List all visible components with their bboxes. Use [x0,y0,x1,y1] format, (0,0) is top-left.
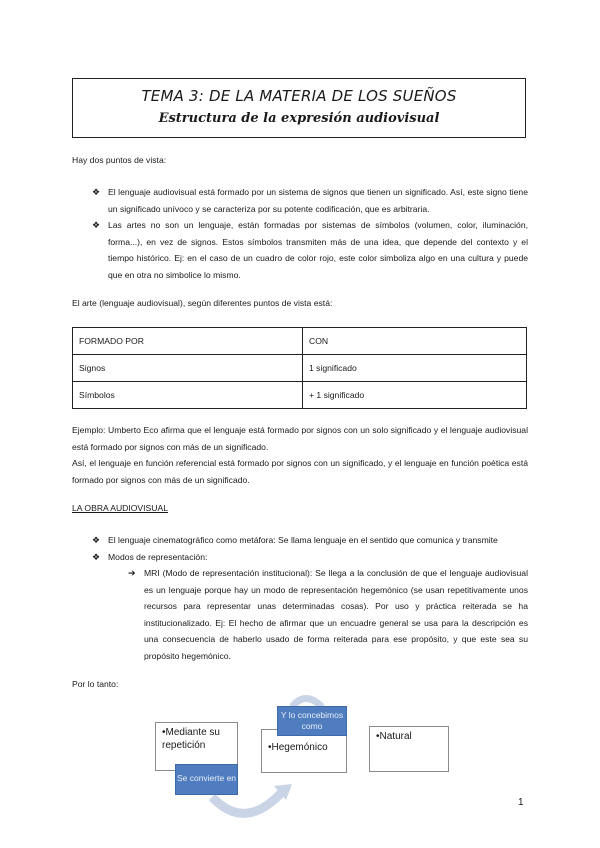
section-heading: LA OBRA AUDIOVISUAL [72,503,169,513]
example-paragraph: Ejemplo: Umberto Eco afirma que el lenguaje está formado por signos con un solo significado y el lenguaje audiovisual está formado por signos con más de un significado. [72,425,528,452]
page-subtitle: Estructura de la expresión audiovisual [158,111,440,126]
list-item: ➔ MRI (Modo de representación institucional): Se llega a la conclusión de que el lenguaje audiovisual es un lenguaje porque hay un modo de representación hegemónico (se usan repetitivamente unos recursos para representar unas determinadas cosas). Por uso y práctica reiterada se ha institucionalizado. Ej: El hecho de afirmar que un encuadre general se usa para la descripción es una consecuencia de haberlo usado de forma reiterada para ese propósito, y que este sea su propósito hegemónico. [128,565,528,664]
cycle-arrow-lower [212,792,282,813]
diagram-node-repetition: •Mediante su repetición [155,722,238,771]
conclusion-paragraph: Así, el lenguaje en función referencial está formado por signos con un significado, y el lenguaje en función poética está formado por signos con más de un significado. [72,458,528,485]
diagram-label-conceive: Y lo concebimos como [277,706,347,736]
diamond-bullet-icon: ❖ [92,220,101,230]
arrow-bullet-icon: ➔ [128,568,136,578]
diamond-bullet-icon: ❖ [92,187,101,197]
list-item: ❖ El lenguaje audiovisual está formado por un sistema de signos que tienen un significado. Así, este signo tiene un significado unívoco y se caracteriza por su potente codificación, que es arbitraria. [92,184,528,217]
list-item: ❖ Las artes no son un lenguaje, están formadas por sistemas de símbolos (volumen, color, iluminación, forma...), en vez de signos. Estos símbolos transmiten más de una idea, que depende del contexto y el tiempo histórico. Ej: en el caso de un cuadro de color rojo, este color simboliza algo en una cultura y puede que en otra no simbolice lo mismo. [92,217,528,283]
list-item: ❖ Modos de representación: [92,549,528,566]
page-title: TEMA 3: DE LA MATERIA DE LOS SUEÑOS [141,87,457,105]
table-header-cell: FORMADO POR [73,328,303,355]
page-number: 1 [518,797,524,808]
list-item: ❖ El lenguaje cinematográfico como metáfora: Se llama lenguaje en el sentido que comunica y transmite [92,532,528,549]
table-header-cell: CON [303,328,527,355]
table-cell: + 1 significado [303,382,527,409]
table-cell: Símbolos [73,382,303,409]
table-cell: Signos [73,355,303,382]
table-cell: 1 significado [303,355,527,382]
diagram-label-becomes: Se convierte en [175,764,238,795]
diamond-bullet-icon: ❖ [92,535,101,545]
diagram-node-hegemonic: •Hegemónico [261,729,347,773]
art-intro-text: El arte (lenguaje audiovisual), según diferentes puntos de vista está: [72,298,333,308]
diamond-bullet-icon: ❖ [92,551,101,562]
intro-text: Hay dos puntos de vista: [72,155,167,165]
diagram-node-natural: •Natural [369,726,449,772]
therefore-text: Por lo tanto: [72,679,119,689]
